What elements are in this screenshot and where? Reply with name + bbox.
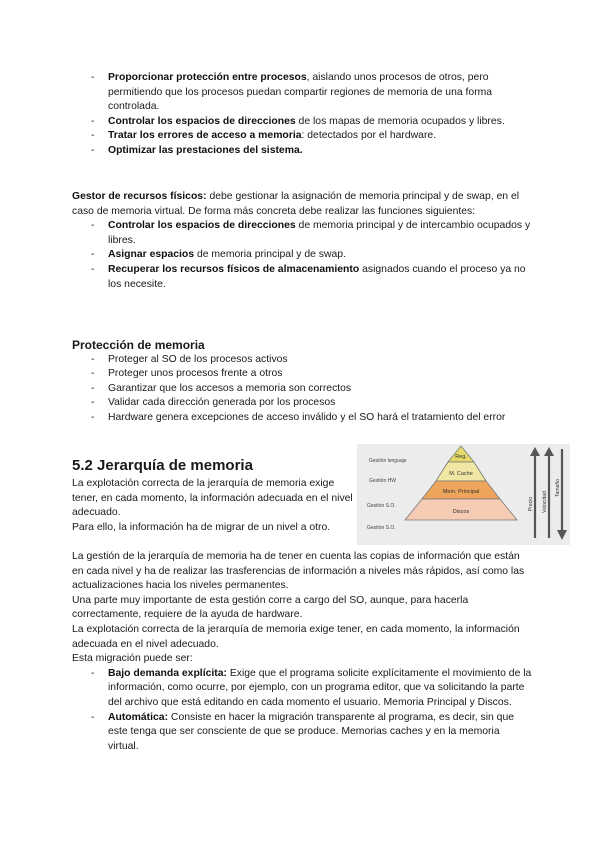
list-item: - Tratar los errores de acceso a memoria: detectados por el hardware. (72, 129, 532, 144)
list-item: - Proteger al SO de los procesos activos (72, 353, 532, 368)
list-item: - Validar cada dirección generada por los procesos (72, 396, 532, 411)
jerarquia-body (72, 550, 532, 754)
body-paragraph: La gestión de la jerarquía de memoria ha de tener en cuenta las copias de información que están en cada nivel y ha de realizar las trasferencias de información a niveles más rápidos, así como las actualizaciones hacia los niveles permanentes. (72, 551, 525, 592)
memory-hierarchy-figure (357, 444, 570, 545)
proteccion-section (72, 338, 532, 426)
manager-label: Gestión S.O. (367, 525, 396, 531)
intro-paragraph: La explotación correcta de la jerarquía de memoria exige tener, en cada momento, la información adecuada en el nivel adecuado. (72, 478, 353, 519)
top-function-list (72, 71, 532, 159)
arrow-label-precio: Precio (528, 496, 534, 512)
level-label-main: Mem. Principal (442, 489, 480, 495)
list-item: - Proporcionar protección entre procesos, aislando unos procesos de otros, pero permitiendo que los procesos puedan compartir regiones de memoria de una forma controlada. (72, 71, 532, 115)
arrow-up-icon (544, 447, 554, 456)
manager-label: Gestión lenguaje (369, 458, 407, 464)
jerarquia-intro (72, 457, 354, 535)
list-item: - Hardware genera excepciones de acceso inválido y el SO hará el tratamiento del error (72, 411, 532, 426)
body-paragraph: Esta migración puede ser: (72, 653, 193, 665)
list-item: - Controlar los espacios de direcciones de memoria principal y de intercambio ocupados y libres. (72, 219, 532, 248)
body-paragraph: Una parte muy importante de esta gestión corre a cargo del SO, aunque, para hacerla correctamente, requiere de la ayuda de hardware. (72, 594, 469, 621)
gestor-section (72, 190, 532, 292)
section-title: 5.2 Jerarquía de memoria (72, 457, 253, 474)
section-heading: Protección de memoria (72, 338, 205, 352)
list-item: - Bajo demanda explícita: Exige que el programa solicite explícitamente el movimiento de la información, como ocurre, por ejemplo, con un programa editor, que va solicitando la parte del archivo que está editando en cada momento el usuario. Memoria Principal y Discos. (72, 667, 532, 711)
arrow-up-icon (530, 447, 540, 456)
gestor-paragraph: Gestor de recursos físicos: debe gestionar la asignación de memoria principal y de swap, en el caso de memoria virtual. De forma más concreta debe realizar las funciones siguientes: (72, 191, 520, 217)
list-item: - Controlar los espacios de direcciones de los mapas de memoria ocupados y libres. (72, 115, 532, 130)
level-label-reg: Reg. (455, 454, 467, 460)
list-item: - Optimizar las prestaciones del sistema. (72, 144, 532, 159)
level-label-disk: Discos (452, 509, 470, 515)
arrow-label-velocidad: Velocidad (542, 491, 548, 513)
list-item: - Automática: Consiste en hacer la migración transparente al programa, es decir, sin que este tenga que ser consciente de que se produce. Memorias caches y en la memoria virtual. (72, 711, 532, 755)
list-item: - Asignar espacios de memoria principal y de swap. (72, 248, 532, 263)
level-label-cache: M. Cache (449, 471, 473, 477)
manager-label: Gestión HW (369, 478, 396, 484)
manager-label: Gestión S.O. (367, 503, 396, 509)
arrow-down-icon (557, 530, 567, 540)
body-paragraph: La explotación correcta de la jerarquía de memoria exige tener, en cada momento, la información adecuada en el nivel adecuado. (72, 623, 520, 650)
arrow-label-tamano: Tamaño (555, 479, 561, 497)
intro-paragraph: Para ello, la información ha de migrar de un nivel a otro. (72, 521, 331, 533)
list-item: - Recuperar los recursos físicos de almacenamiento asignados cuando el proceso ya no los necesite. (72, 263, 532, 292)
list-item: - Proteger unos procesos frente a otros (72, 367, 532, 382)
list-item: - Garantizar que los accesos a memoria son correctos (72, 382, 532, 397)
